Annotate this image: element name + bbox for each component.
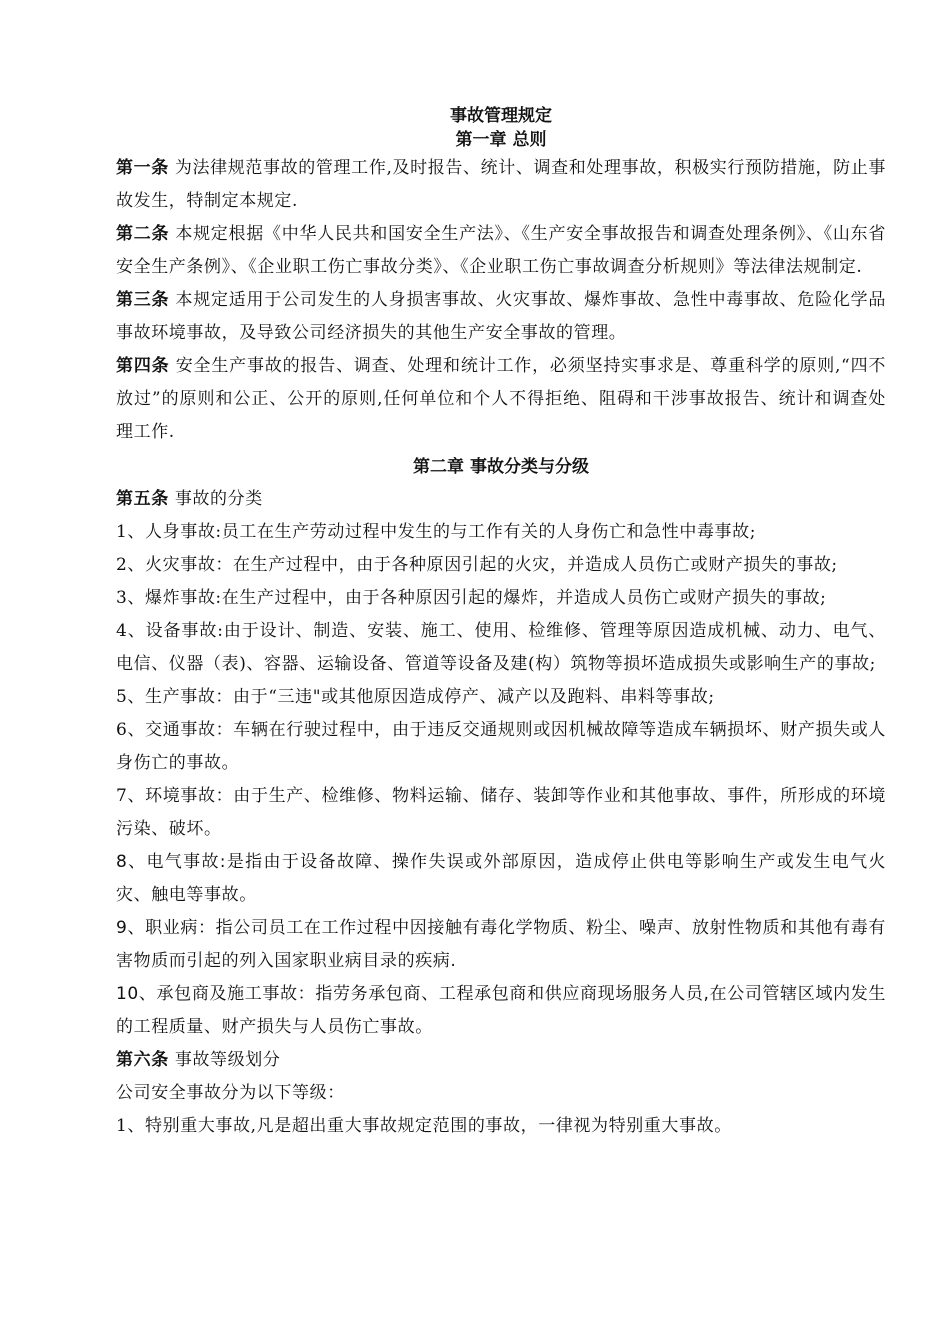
article-4 bbox=[116, 350, 886, 449]
article-4-label: 第四条 bbox=[116, 356, 170, 376]
article-2-label: 第二条 bbox=[116, 224, 170, 244]
article-1-label: 第一条 bbox=[116, 158, 169, 178]
article-5 bbox=[116, 483, 886, 516]
category-item: 6、交通事故：车辆在行驶过程中，由于违反交通规则或因机械故障等造成车辆损坏、财产损失或人身伤亡的事故。 bbox=[116, 720, 886, 773]
article-3 bbox=[116, 284, 886, 350]
category-item: 10、承包商及施工事故：指劳务承包商、工程承包商和供应商现场服务人员,在公司管辖区域内发生的工程质量、财产损失与人员伤亡事故。 bbox=[116, 984, 886, 1037]
grade-item: 1、特别重大事故,凡是超出重大事故规定范围的事故，一律视为特别重大事故。 bbox=[116, 1116, 732, 1136]
category-item: 3、爆炸事故:在生产过程中，由于各种原因引起的爆炸，并造成人员伤亡或财产损失的事故; bbox=[116, 588, 827, 608]
article-4-text: 安全生产事故的报告、调查、处理和统计工作，必须坚持实事求是、尊重科学的原则,“四不放过”的原则和公正、公开的原则,任何单位和个人不得拒绝、阻碍和干涉事故报告、统计和调查处理工作. bbox=[116, 356, 886, 442]
document-title: 事故管理规定 bbox=[450, 106, 552, 126]
category-item: 8、电气事故:是指由于设备故障、操作失误或外部原因，造成停止供电等影响生产或发生电气火灾、触电等事故。 bbox=[116, 852, 886, 905]
category-item: 7、环境事故：由于生产、检维修、物料运输、储存、装卸等作业和其他事故、事件，所形成的环境污染、破坏。 bbox=[116, 786, 886, 839]
category-item: 9、职业病：指公司员工在工作过程中因接触有毒化学物质、粉尘、噪声、放射性物质和其他有毒有害物质而引起的列入国家职业病目录的疾病. bbox=[116, 918, 886, 971]
article-5-label: 第五条 bbox=[116, 489, 169, 509]
article-2-text: 本规定根据《中华人民共和国安全生产法》、《生产安全事故报告和调查处理条例》、《山东省安全生产条例》、《企业职工伤亡事故分类》、《企业职工伤亡事故调查分析规则》等法律法规制定. bbox=[116, 224, 886, 277]
article-6-label: 第六条 bbox=[116, 1050, 169, 1070]
article-1-text: 为法律规范事故的管理工作,及时报告、统计、调查和处理事故，积极实行预防措施，防止事故发生，特制定本规定. bbox=[116, 158, 886, 211]
document-page bbox=[116, 104, 886, 1143]
article-3-label: 第三条 bbox=[116, 290, 170, 310]
chapter-2-heading: 第二章 事故分类与分级 bbox=[413, 457, 589, 477]
article-6-text: 事故等级划分 bbox=[168, 1050, 281, 1070]
category-item: 2、火灾事故：在生产过程中，由于各种原因引起的火灾，并造成人员伤亡或财产损失的事故; bbox=[116, 555, 838, 575]
article-1 bbox=[116, 152, 886, 218]
article-2 bbox=[116, 218, 886, 284]
category-item: 4、设备事故:由于设计、制造、安装、施工、使用、检维修、管理等原因造成机械、动力、电气、电信、仪器（表)、容器、运输设备、管道等设备及建(构）筑物等损坏造成损失或影响生产的事故; bbox=[116, 621, 886, 674]
article-5-text: 事故的分类 bbox=[168, 489, 263, 509]
article-6 bbox=[116, 1044, 886, 1077]
category-item: 1、人身事故:员工在生产劳动过程中发生的与工作有关的人身伤亡和急性中毒事故; bbox=[116, 522, 757, 542]
chapter-1-heading: 第一章 总则 bbox=[455, 130, 547, 150]
category-item: 5、生产事故：由于“三违"或其他原因造成停产、减产以及跑料、串料等事故; bbox=[116, 687, 715, 707]
grading-intro: 公司安全事故分为以下等级： bbox=[116, 1083, 345, 1103]
article-3-text: 本规定适用于公司发生的人身损害事故、火灾事故、爆炸事故、急性中毒事故、危险化学品事故环境事故，及导致公司经济损失的其他生产安全事故的管理。 bbox=[116, 290, 886, 343]
